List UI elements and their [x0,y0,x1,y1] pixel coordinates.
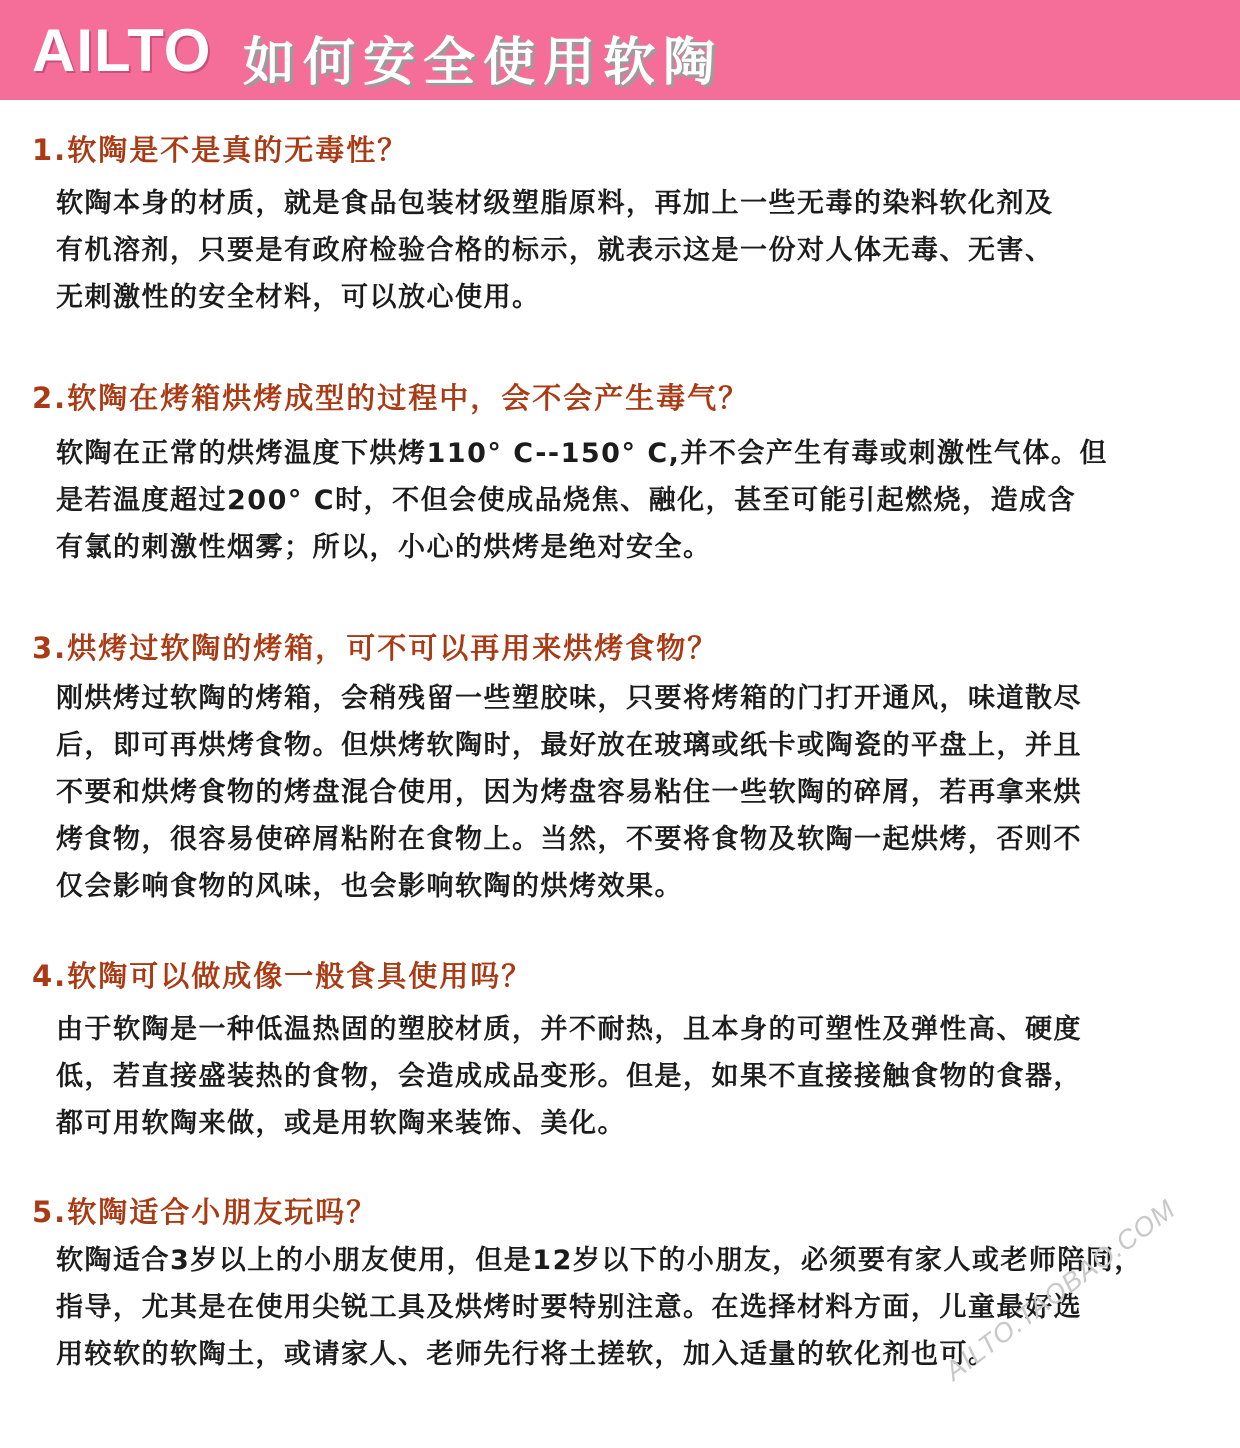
answer-line: 烤食物，很容易使碎屑粘附在食物上。当然，不要将食物及软陶一起烘烤，否则不 [56,824,1082,855]
faq-question-3: 3.烘烤过软陶的烤箱，可不可以再用来烘烤食物？ [32,631,719,665]
answer-line: 低，若直接盛装热的食物，会造成成品变形。但是，如果不直接接触食物的食器， [56,1061,1082,1092]
faq-question-2: 2.软陶在烤箱烘烤成型的过程中，会不会产生毒气？ [32,381,750,415]
answer-line: 不要和烘烤食物的烤盘混合使用，因为烤盘容易粘住一些软陶的碎屑，若再拿来烘 [56,777,1082,808]
faq-question-1: 1.软陶是不是真的无毒性？ [32,133,409,167]
faq-answer-2 [56,430,1186,571]
answer-line: 用较软的软陶土，或请家人、老师先行将土搓软，加入适量的软化剂也可。 [56,1339,997,1370]
watermark: AILTO.TAOBAO.COM [939,1193,1182,1387]
answer-line: 都可用软陶来做，或是用软陶来装饰、美化。 [56,1108,626,1139]
answer-line: 软陶在正常的烘烤温度下烘烤110° C--150° C,并不会产生有毒或刺激性气体。但 [56,438,1108,469]
answer-line: 由于软陶是一种低温热固的塑胶材质，并不耐热，且本身的可塑性及弹性高、硬度 [56,1014,1082,1045]
answer-line: 仅会影响食物的风味，也会影响软陶的烘烤效果。 [56,871,683,902]
answer-line: 有氯的刺激性烟雾；所以，小心的烘烤是绝对安全。 [56,532,712,563]
answer-line: 刚烘烤过软陶的烤箱，会稍残留一些塑胶味，只要将烤箱的门打开通风，味道散尽 [56,683,1082,714]
answer-line: 无刺激性的安全材料，可以放心使用。 [56,282,541,313]
answer-line: 有机溶剂，只要是有政府检验合格的标示，就表示这是一份对人体无毒、无害、 [56,235,1054,266]
faq-answer-3 [56,675,1186,910]
answer-line: 软陶本身的材质，就是食品包装材级塑脂原料，再加上一些无毒的染料软化剂及 [56,188,1054,219]
faq-question-5: 5.软陶适合小朋友玩吗？ [32,1195,378,1229]
page-title: 如何安全使用软陶 [243,33,724,93]
answer-line: 软陶适合3岁以上的小朋友使用，但是12岁以下的小朋友，必须要有家人或老师陪同， [56,1245,1143,1276]
header-banner [0,0,1240,100]
answer-line: 指导，尤其是在使用尖锐工具及烘烤时要特别注意。在选择材料方面，儿童最好选 [56,1292,1082,1323]
answer-line: 后，即可再烘烤食物。但烘烤软陶时，最好放在玻璃或纸卡或陶瓷的平盘上，并且 [56,730,1082,761]
answer-line: 是若温度超过200° C时，不但会使成品烧焦、融化，甚至可能引起燃烧，造成含 [56,485,1077,516]
faq-question-4: 4.软陶可以做成像一般食具使用吗？ [32,959,533,993]
faq-answer-4 [56,1006,1186,1147]
faq-answer-1 [56,180,1186,321]
brand-logo: AILTO [32,17,212,84]
